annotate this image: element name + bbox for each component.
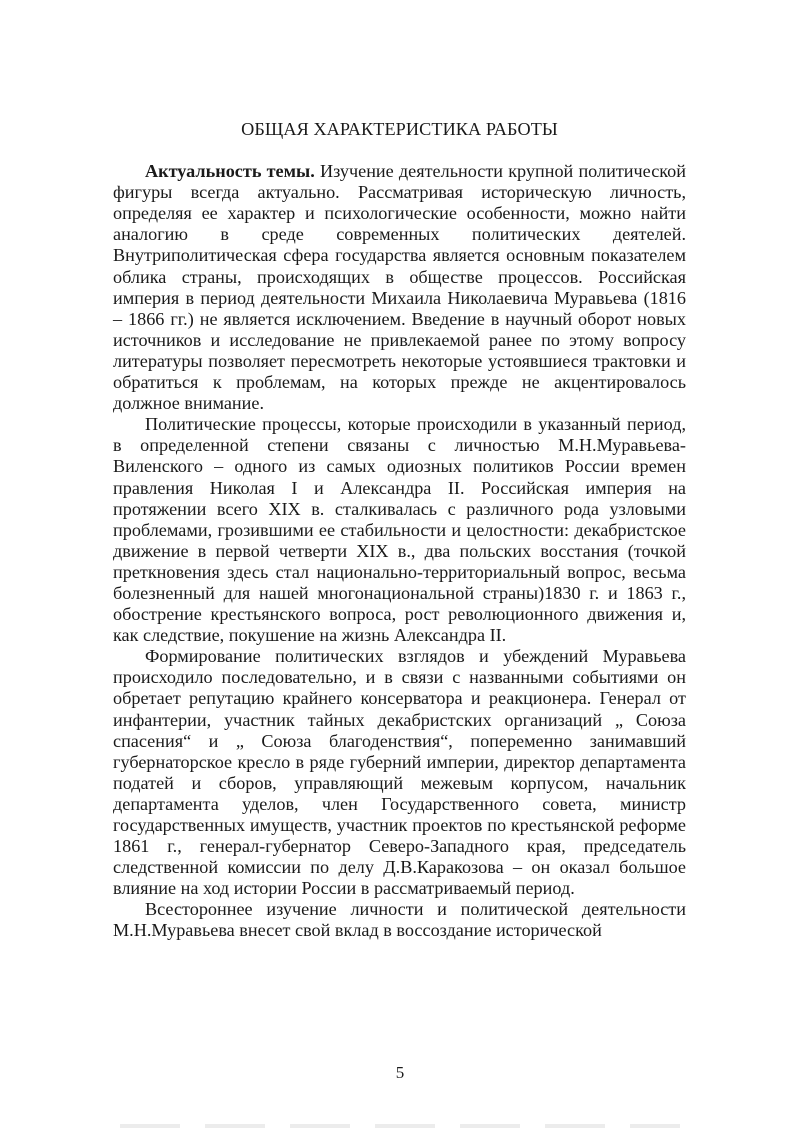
paragraph-relevance [113, 161, 686, 414]
paragraph-text: Всестороннее изучение личности и политической деятельности М.Н.Муравьева внесет свой вклад в воссоздание исторической [113, 899, 686, 941]
paragraph-political-processes [113, 414, 686, 646]
paragraph-text: Формирование политических взглядов и убеждений Муравьева происходило последовательно, и в связи с названными событиями он обретает репутацию крайнего консерватора и реакционера. Генерал от инфантерии, участник тайных декабристских организаций „ Союза спасения“ и „ Союза благоденствия“, попеременно занимавший губернаторское кресло в ряде губерний империи, директор департамента податей и сборов, управляющий межевым корпусом, начальник департамента уделов, член Государственного совета, министр государственных имуществ, участник проектов по крестьянской реформе 1861 г., генерал-губернатор Северо-Западного края, председатель следственной комиссии по делу Д.В.Каракозова – он оказал большое влияние на ход истории России в рассматриваемый период. [113, 646, 686, 899]
page-number: 5 [395, 1063, 405, 1082]
next-page-edge [120, 1124, 680, 1128]
page-body [113, 119, 686, 942]
page-title: ОБЩАЯ ХАРАКТЕРИСТИКА РАБОТЫ [241, 119, 558, 139]
paragraph-text: Изучение деятельности крупной политической фигуры всегда актуально. Рассматривая историческую личность, определяя ее характер и психологические особенности, можно найти аналогию в среде современных политических деятелей. Внутриполитическая сфера государства является основным показателем облика страны, происходящих в обществе процессов. Российская империя в период деятельности Михаила Николаевича Муравьева (1816 – 1866 гг.) не является исключением. Введение в научный оборот новых источников и исследование не привлекаемой ранее по этому вопросу литературы позволяет пересмотреть некоторые устоявшиеся трактовки и обратиться к проблемам, на которых прежде не акцентировалось должное внимание. [113, 161, 687, 414]
paragraph-formation-of-views [113, 646, 686, 899]
paragraph-comprehensive-study [113, 899, 686, 941]
paragraph-lead: Актуальность темы. [145, 161, 315, 182]
paragraph-text: Политические процессы, которые происходили в указанный период, в определенной степени связаны с личностью М.Н.Муравьева-Виленского – одного из самых одиозных политиков России времен правления Николая I и Александра II. Российская империя на протяжении всего XIX в. сталкивалась с различного рода узловыми проблемами, грозившими ее стабильности и целостности: декабристское движение в первой четверти XIX в., два польских восстания (точкой преткновения здесь стал национально-территориальный вопрос, весьма болезненный для нашей многонациональной страны)1830 г. и 1863 г., обострение крестьянского вопроса, рост революционного движения и, как следствие, покушение на жизнь Александра II. [113, 414, 686, 646]
